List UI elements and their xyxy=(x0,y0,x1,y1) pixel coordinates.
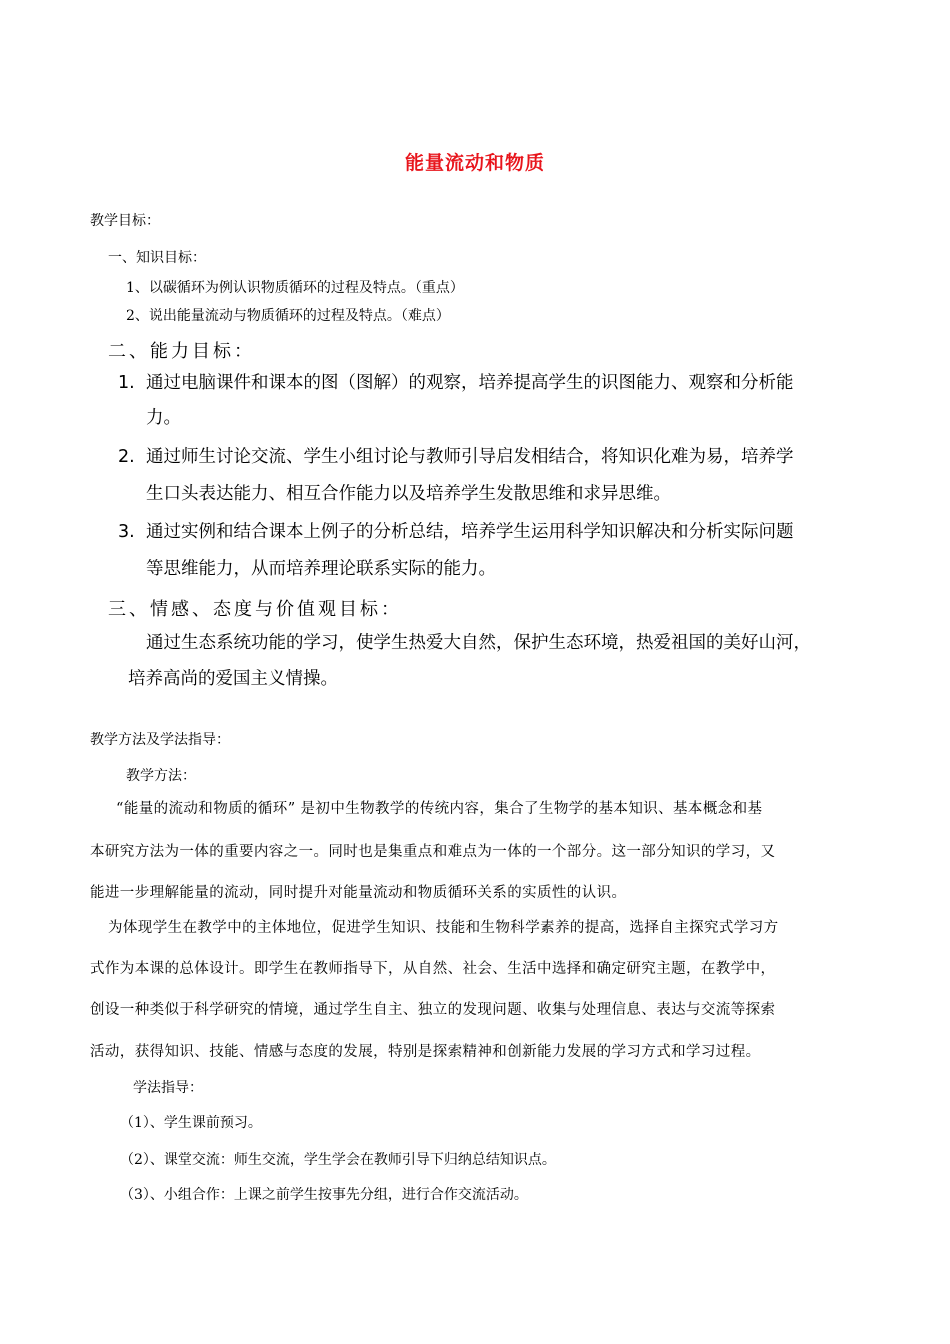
study-guide-item: （2）、课堂交流：师生交流，学生学会在教师引导下归纳总结知识点。 xyxy=(120,1152,556,1168)
methods-heading: 教学方法及学法指导： xyxy=(90,732,230,748)
knowledge-goal-item: 2、说出能量流动与物质循环的过程及特点。（难点） xyxy=(126,308,450,324)
knowledge-goals-heading: 一、知识目标： xyxy=(108,250,206,266)
ability-goal-text: 等思维能力，从而培养理论联系实际的能力。 xyxy=(146,559,496,579)
teaching-method-heading: 教学方法： xyxy=(126,768,196,784)
page-title: 能量流动和物质 xyxy=(404,152,545,174)
method-paragraph-line: 能进一步理解能量的流动，同时提升对能量流动和物质循环关系的实质性的认识。 xyxy=(90,885,627,901)
knowledge-goal-item: 1、以碳循环为例认识物质循环的过程及特点。（重点） xyxy=(126,280,464,296)
design-paragraph-line: 活动，获得知识、技能、情感与态度的发展，特别是探索精神和创新能力发展的学习方式和学习过程。 xyxy=(90,1044,761,1060)
method-paragraph-line: “能量的流动和物质的循环” 是初中生物教学的传统内容，集合了生物学的基本知识、基本概念和基 xyxy=(116,801,763,817)
ability-goal-number: 1. xyxy=(118,373,135,393)
emotion-goals-heading: 三、情感、态度与价值观目标： xyxy=(108,599,402,620)
study-guide-heading: 学法指导： xyxy=(133,1080,203,1096)
ability-goal-text: 力。 xyxy=(146,408,181,428)
study-guide-item: （1）、学生课前预习。 xyxy=(120,1115,262,1131)
ability-goal-number: 3. xyxy=(118,522,135,542)
design-paragraph-line: 为体现学生在教学中的主体地位，促进学生知识、技能和生物科学素养的提高，选择自主探究式学习方 xyxy=(108,920,779,936)
ability-goal-text: 通过师生讨论交流、学生小组讨论与教师引导启发相结合，将知识化难为易，培养学 xyxy=(146,447,794,467)
ability-goals-heading: 二、能力目标： xyxy=(108,341,255,362)
ability-goal-number: 2. xyxy=(118,447,135,467)
emotion-goal-text: 培养高尚的爱国主义情操。 xyxy=(128,669,338,689)
emotion-goal-text: 通过生态系统功能的学习，使学生热爱大自然，保护生态环境，热爱祖国的美好山河， xyxy=(146,633,811,653)
ability-goal-text: 通过电脑课件和课本的图（图解）的观察，培养提高学生的识图能力、观察和分析能 xyxy=(146,373,794,393)
design-paragraph-line: 式作为本课的总体设计。即学生在教师指导下，从自然、社会、生活中选择和确定研究主题，在教学中， xyxy=(90,961,776,977)
ability-goal-text: 通过实例和结合课本上例子的分析总结，培养学生运用科学知识解决和分析实际问题 xyxy=(146,522,794,542)
study-guide-item: （3）、小组合作：上课之前学生按事先分组，进行合作交流活动。 xyxy=(120,1187,528,1203)
design-paragraph-line: 创设一种类似于科学研究的情境，通过学生自主、独立的发现问题、收集与处理信息、表达与交流等探索 xyxy=(90,1002,776,1018)
ability-goal-text: 生口头表达能力、相互合作能力以及培养学生发散思维和求异思维。 xyxy=(146,484,671,504)
method-paragraph-line: 本研究方法为一体的重要内容之一。同时也是集重点和难点为一体的一个部分。这一部分知识的学习，又 xyxy=(90,844,776,860)
teaching-goals-heading: 教学目标： xyxy=(90,213,160,229)
